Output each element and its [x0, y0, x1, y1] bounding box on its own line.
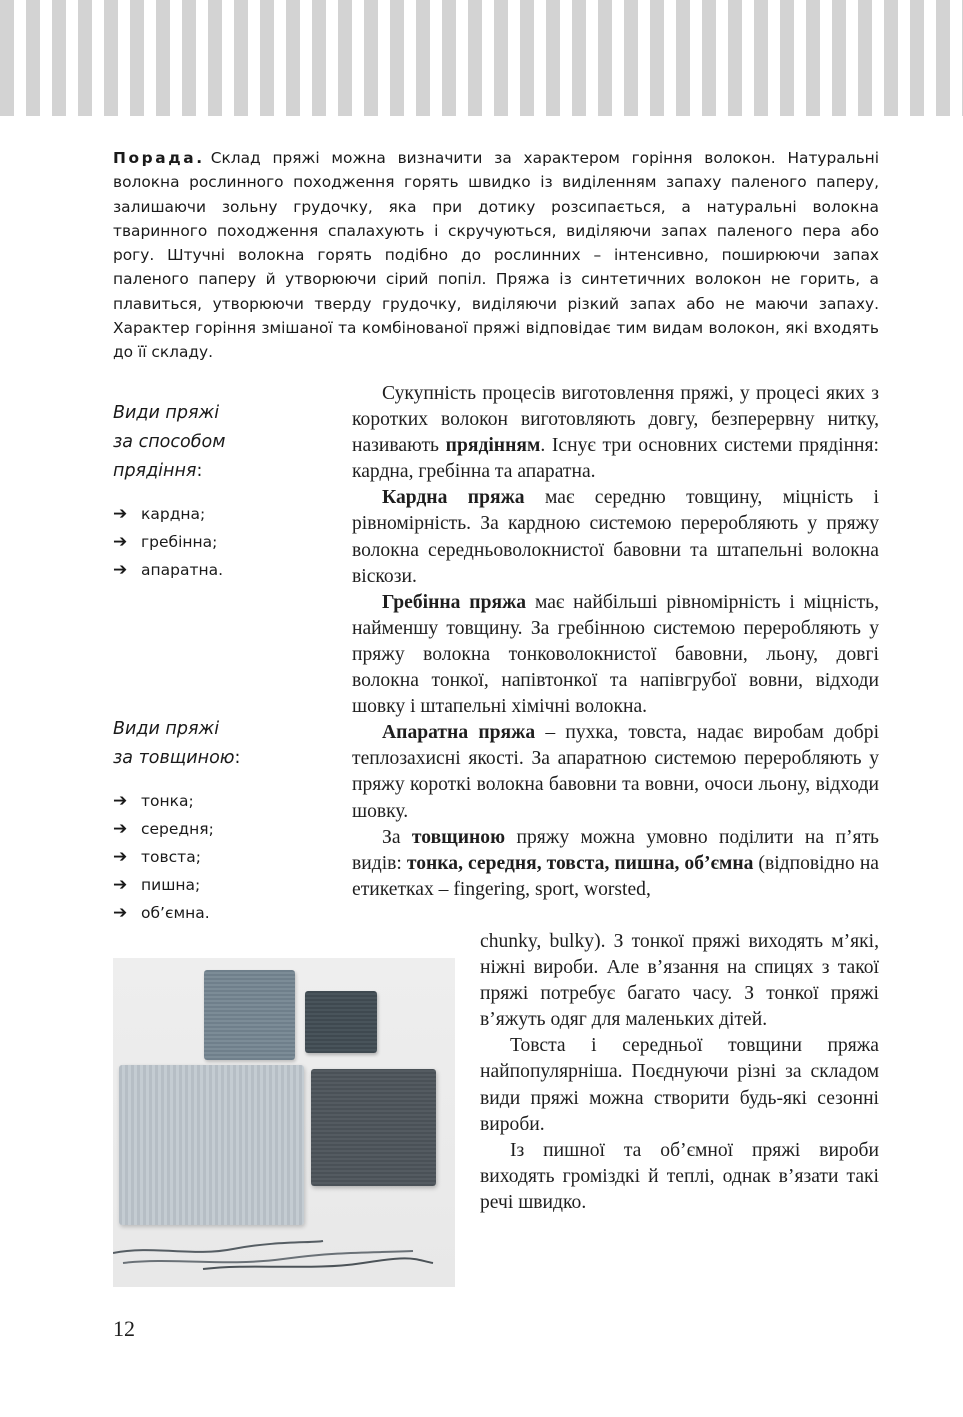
paragraph-bulky-yarn: Із пишної та об’ємної пряжі вироби виходять громіздкі й теплі, однак в’язати такі речі швидко.	[480, 1139, 879, 1213]
paragraph-popular-yarn: Товста і середньої товщини пряжа найпопулярніша. Поєднуючи різні за складом види пряжі можна створити будь-які сезонні вироби.	[480, 1035, 879, 1135]
sidebar-thickness-heading-colon: :	[234, 748, 241, 768]
paragraph-combed-yarn	[352, 590, 879, 720]
paragraph-text: . Існує три основних системи прядіння: кардна, гребінна та апаратна.	[352, 435, 880, 483]
page-number: 12	[113, 1316, 135, 1341]
tip-label: Порада.	[113, 149, 205, 167]
paragraph-thickness-intro	[352, 825, 879, 903]
swatch-large-dark	[311, 1069, 436, 1186]
paragraph-text: – пухка, товста, надає виробам добрі теплозахисні якості. За апаратною системою переробляють у пряжу короткі волокна бавовни та вовни, очоси льону, відходи шовку.	[352, 722, 880, 822]
arrow-right-icon: ➔	[113, 532, 128, 552]
paragraph-text: має середню товщину, міцність і рівномірність. За кардною системою переробляють у пряжу волокна середньоволокнистої бавовни та штапельні волокна віскози.	[352, 487, 879, 587]
sidebar-thickness-list	[113, 787, 333, 927]
sidebar-thickness-heading	[113, 715, 333, 773]
term-carded-yarn: Кардна пряжа	[382, 487, 525, 509]
sidebar-thickness-types	[113, 715, 333, 927]
list-item	[113, 500, 333, 528]
paragraph-thickness-continued: chunky, bulky). З тонкої пряжі виходять м’які, ніжні вироби. Але в’язання на спицях з такої пряжі потребує багато часу. З тонкої пряжі в’яжуть одяг для маленьких дітей.	[480, 931, 879, 1031]
paragraph-text: Сукупність процесів виготовлення пряжі, у процесі яких з коротких волокон виготовляють довгу, безперервну нитку, називають	[352, 383, 879, 457]
paragraph-carded-yarn	[352, 485, 879, 589]
sidebar-spinning-types	[113, 399, 333, 584]
tip-text: Склад пряжі можна визначити за характером горіння волокон. Натуральні волокна рослинного походження горять швидко із виділенням запаху паленого паперу, залишаючи зольну грудочку, яка при дотику розсипається, а натуральні волокна тваринного походження спалахують і скручуються, виділяючи запах паленого пера або рогу. Штучні волокна горять подібно до рослинних – інтенсивно, поширюючи запах паленого паперу й утворюючи сірий попіл. Пряжа із синтетичних волокон не горить, а плавиться, утворюючи тверду грудочку, виділяючи різкий запах або не маючи запаху. Характер горіння змішаної та комбінованої пряжі відповідає тим видам волокон, які входять до її складу.	[113, 149, 879, 362]
term-spinning: прядінням	[445, 435, 541, 457]
paragraph-text: має найбільші рівномірність і міцність, найменшу товщину. За гребінною системою переробляють у пряжу волокна тонковолокнистої бавовни, льону, довгі волокна тонкої, напівтонкої та напівгрубої вовни, відходи шовку і штапельні хімічні волокна.	[352, 591, 879, 718]
list-item-label: товста;	[141, 848, 201, 866]
list-item	[113, 843, 333, 871]
arrow-right-icon: ➔	[113, 847, 128, 867]
sidebar-spinning-list	[113, 500, 333, 584]
list-item-label: апаратна.	[141, 561, 224, 579]
header-stripe-band	[0, 0, 963, 116]
swatch-small-light	[204, 970, 295, 1060]
sidebar-spinning-heading	[113, 399, 333, 486]
sidebar-thickness-heading-line2: за товщиною	[113, 748, 235, 768]
list-item-label: гребінна;	[141, 533, 218, 551]
paragraph-text: пряжу можна умовно поділити на п’ять видів:	[352, 826, 879, 874]
arrow-right-icon: ➔	[113, 875, 128, 895]
list-item-label: об’ємна.	[141, 904, 210, 922]
paragraph-text: (відповідно на етикетках – fingering, sport, worsted,	[352, 852, 879, 900]
list-item	[113, 899, 333, 927]
main-text-column	[352, 381, 879, 903]
list-item	[113, 556, 333, 584]
sidebar-spinning-heading-colon: :	[196, 461, 203, 481]
arrow-right-icon: ➔	[113, 560, 128, 580]
swatch-small-dark	[305, 991, 377, 1053]
paragraph-woolen-yarn	[352, 720, 879, 824]
term-thickness: товщиною	[411, 826, 506, 848]
list-item	[113, 871, 333, 899]
sidebar-spinning-heading-line3: прядіння	[113, 461, 197, 481]
wrapped-text-column	[480, 929, 879, 1216]
arrow-right-icon: ➔	[113, 504, 128, 524]
list-item-label: середня;	[141, 820, 214, 838]
tip-paragraph	[113, 146, 879, 365]
list-item	[113, 815, 333, 843]
list-item-label: пишна;	[141, 876, 201, 894]
arrow-right-icon: ➔	[113, 791, 128, 811]
sidebar-spinning-heading-line1: Види пряжі	[113, 403, 220, 423]
swatch-large-light	[119, 1065, 304, 1225]
list-item	[113, 528, 333, 556]
knitted-swatches-photo	[113, 958, 455, 1287]
arrow-right-icon: ➔	[113, 903, 128, 923]
sidebar-thickness-heading-line1: Види пряжі	[113, 719, 220, 739]
list-item	[113, 787, 333, 815]
yarn-strands	[113, 1223, 455, 1283]
paragraph-text: За	[382, 826, 412, 848]
list-item-label: кардна;	[141, 505, 206, 523]
term-woolen-yarn: Апаратна пряжа	[382, 722, 536, 744]
term-thickness-types: тонка, середня, товста, пишна, об’ємна	[406, 852, 754, 874]
arrow-right-icon: ➔	[113, 819, 128, 839]
sidebar-spinning-heading-line2: за способом	[113, 432, 226, 452]
paragraph-spinning-intro	[352, 381, 879, 485]
list-item-label: тонка;	[141, 792, 194, 810]
term-combed-yarn: Гребінна пряжа	[382, 591, 527, 613]
